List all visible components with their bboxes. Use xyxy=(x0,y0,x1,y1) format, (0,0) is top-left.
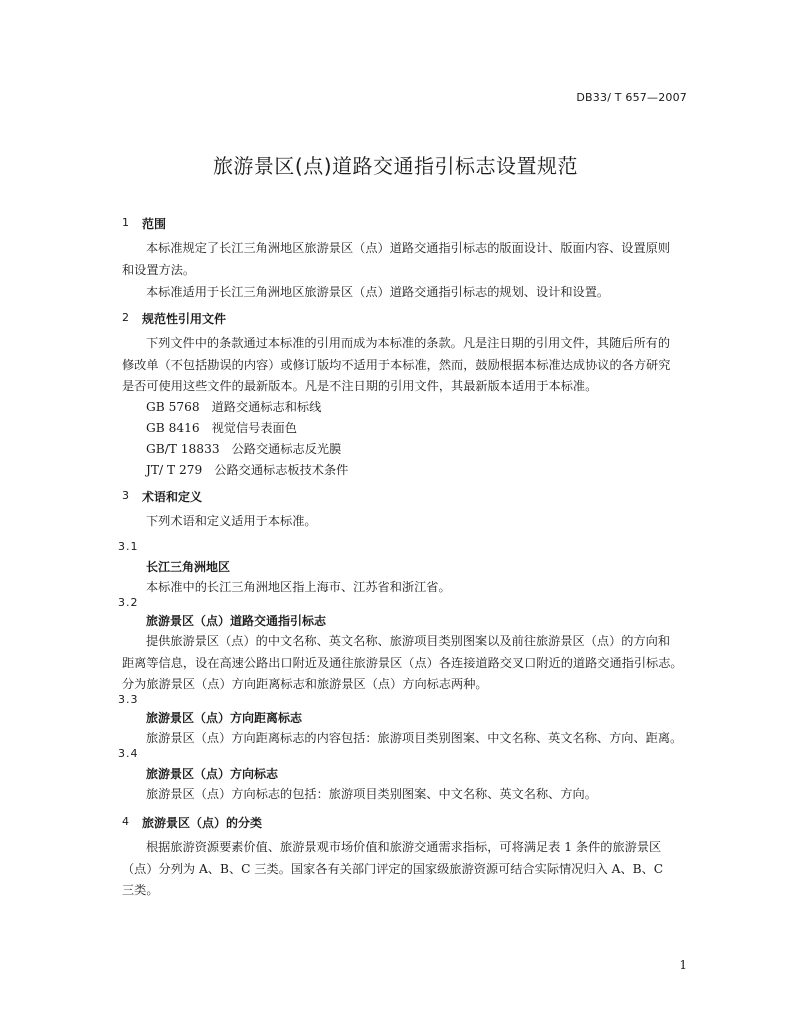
term-3-1-definition: 本标准中的长江三角洲地区指上海市、江苏省和浙江省。 xyxy=(146,580,451,594)
s4-para-line3: 三类。 xyxy=(122,883,159,897)
section-4-title: 旅游景区（点）的分类 xyxy=(142,816,263,830)
s2-para-line3: 是否可使用这些文件的最新版本。凡是不注日期的引用文件，其最新版本适用于本标准。 xyxy=(122,379,598,393)
term-3-1-number: 3.1 xyxy=(118,540,139,553)
term-3-2-definition-line1: 提供旅游景区（点）的中文名称、英文名称、旅游项目类别图案以及前往旅游景区（点）的方向和 xyxy=(146,634,671,648)
s4-para-line1: 根据旅游资源要素价值、旅游景观市场价值和旅游交通需求指标，可将满足表 1 条件的旅游景区 xyxy=(146,840,662,854)
term-3-4-title: 旅游景区（点）方向标志 xyxy=(146,767,279,781)
section-3-title: 术语和定义 xyxy=(142,490,203,504)
document-code: DB33/ T 657—2007 xyxy=(576,91,687,104)
section-2-title: 规范性引用文件 xyxy=(142,312,227,326)
term-3-2-title: 旅游景区（点）道路交通指引标志 xyxy=(146,614,327,628)
section-2-number: 2 xyxy=(122,311,129,324)
reference-code: GB/T 18833 xyxy=(146,442,220,456)
reference-code: GB 8416 xyxy=(146,421,200,435)
reference-item xyxy=(146,398,321,415)
s1-para1-line2: 和设置方法。 xyxy=(122,263,196,277)
term-3-2-definition-line2: 距离等信息，设在高速公路出口附近及通往旅游景区（点）各连接道路交叉口附近的道路交通指引标志。 xyxy=(122,656,683,670)
term-3-1-title: 长江三角洲地区 xyxy=(146,560,231,574)
term-3-3-title: 旅游景区（点）方向距离标志 xyxy=(146,711,303,725)
s2-para-line2: 修改单（不包括勘误的内容）或修订版均不适用于本标准，然而，鼓励根据本标准达成协议的各方研究 xyxy=(122,358,671,372)
reference-code: GB 5768 xyxy=(146,400,200,414)
s3-intro: 下列术语和定义适用于本标准。 xyxy=(146,514,317,528)
reference-name: 公路交通标志反光膜 xyxy=(231,442,342,456)
s2-para-line1: 下列文件中的条款通过本标准的引用而成为本标准的条款。凡是注日期的引用文件，其随后所有的 xyxy=(146,336,671,350)
term-3-4-number: 3.4 xyxy=(118,747,139,760)
reference-item xyxy=(146,440,341,457)
section-1-title: 范围 xyxy=(142,217,167,231)
term-3-2-definition-line3: 分为旅游景区（点）方向距离标志和旅游景区（点）方向标志两种。 xyxy=(122,677,488,691)
reference-name: 公路交通标志板技术条件 xyxy=(214,463,349,477)
page-number: 1 xyxy=(679,958,687,972)
s1-para2: 本标准适用于长江三角洲地区旅游景区（点）道路交通指引标志的规划、设计和设置。 xyxy=(146,285,610,299)
s4-para-line2: （点）分列为 A、B、C 三类。国家各有关部门评定的国家级旅游资源可结合实际情况归入 A、B、C xyxy=(122,862,664,876)
term-3-3-definition: 旅游景区（点）方向距离标志的内容包括：旅游项目类别图案、中文名称、英文名称、方向、距离。 xyxy=(146,731,683,745)
reference-name: 视觉信号表面色 xyxy=(211,421,297,435)
reference-item xyxy=(146,419,297,436)
reference-code: JT/ T 279 xyxy=(146,463,203,477)
reference-item xyxy=(146,461,348,478)
page-title: 旅游景区(点)道路交通指引标志设置规范 xyxy=(212,154,579,178)
term-3-2-number: 3.2 xyxy=(118,596,139,609)
s1-para1-line1: 本标准规定了长江三角洲地区旅游景区（点）道路交通指引标志的版面设计、版面内容、设置原则 xyxy=(146,241,671,255)
section-4-number: 4 xyxy=(122,815,129,828)
section-3-number: 3 xyxy=(122,489,129,502)
section-1-number: 1 xyxy=(122,216,129,229)
reference-name: 道路交通标志和标线 xyxy=(211,400,322,414)
term-3-3-number: 3.3 xyxy=(118,693,139,706)
term-3-4-definition: 旅游景区（点）方向标志的包括：旅游项目类别图案、中文名称、英文名称、方向。 xyxy=(146,787,597,801)
